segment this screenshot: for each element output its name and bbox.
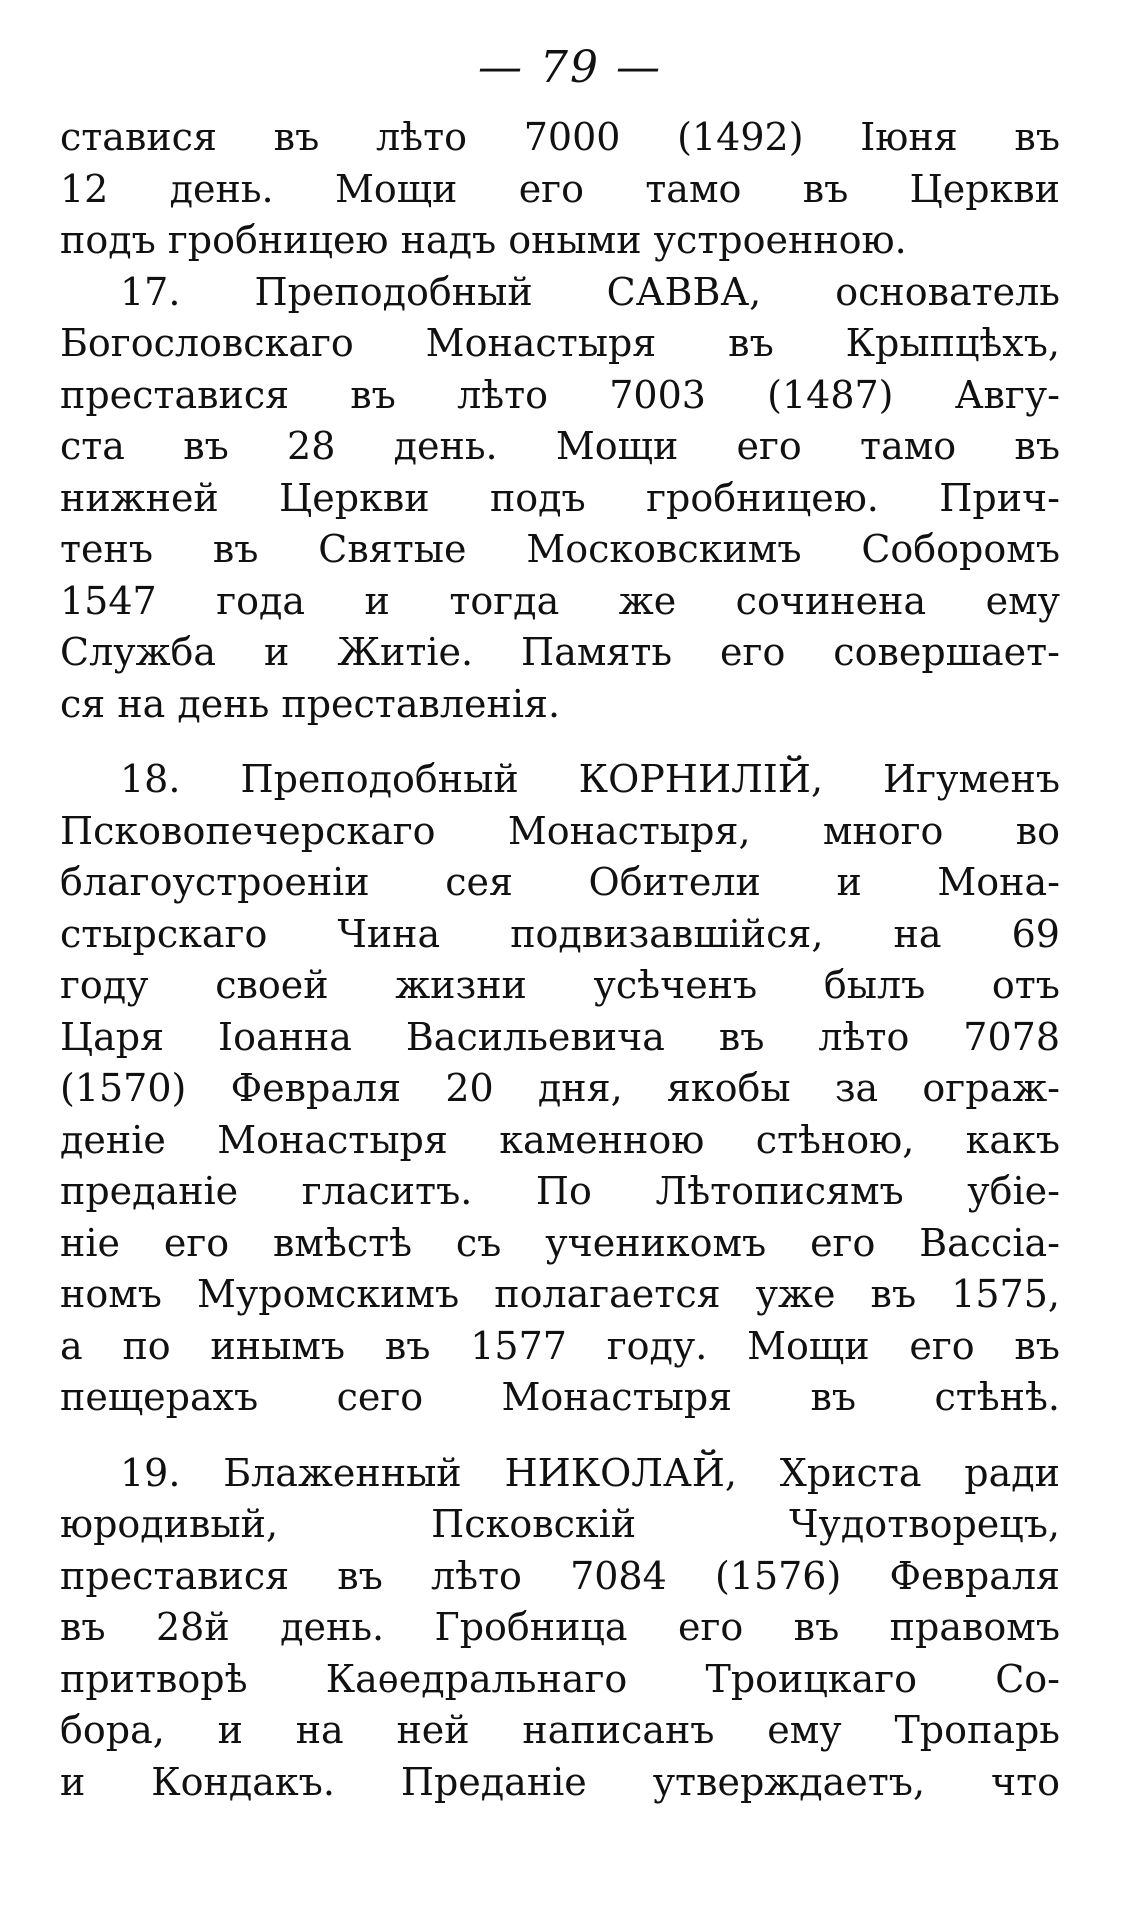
text-line: тенъ въ Святые Московскимъ Соборомъ — [60, 527, 1060, 571]
text-line: Богословскаго Монастыря въ Крыпцѣхъ, — [60, 321, 1060, 365]
text-line: пещерахъ сего Монастыря въ стѣнѣ. — [60, 1375, 1060, 1419]
paragraph-17-savva — [60, 267, 1060, 731]
text-line: преданіе гласитъ. По Лѣтописямъ убіе- — [60, 1169, 1060, 1213]
text-line: нижней Церкви подъ гробницею. Прич- — [60, 475, 1060, 520]
page-body — [60, 112, 1060, 1808]
paragraph-18-korniliy — [60, 754, 1060, 1424]
text-line: деніе Монастыря каменною стѣною, какъ — [60, 1117, 1060, 1162]
text-line: и Кондакъ. Преданіе утверждаетъ, что — [60, 1759, 1060, 1804]
text-line: въ 28й день. Гробница его въ правомъ — [60, 1605, 1060, 1649]
text-line: 18. Преподобный КОРНИЛІЙ, Игуменъ — [120, 757, 1060, 801]
text-line: (1570) Февраля 20 дня, якобы за ограж- — [60, 1066, 1060, 1110]
text-line: благоустроеніи сея Обители и Мона- — [60, 860, 1060, 904]
text-line: 17. Преподобный САВВА, основатель — [120, 269, 1060, 314]
text-line: стырскаго Чина подвизавшійся, на 69 — [60, 911, 1060, 956]
text-line: а по инымъ въ 1577 году. Мощи его въ — [60, 1323, 1060, 1368]
text-line: номъ Муромскимъ полагается уже въ 1575, — [60, 1272, 1060, 1316]
paragraph-19-nikolay — [60, 1448, 1060, 1809]
text-line: преставися въ лѣто 7084 (1576) Февраля — [60, 1553, 1060, 1598]
text-line: Псковопечерскаго Монастыря, много во — [60, 808, 1060, 853]
text-line: преставися въ лѣто 7003 (1487) Авгу- — [60, 372, 1060, 417]
text-line: юродивый, Псковскій Чудотворецъ, — [60, 1502, 1060, 1546]
text-line: ставися въ лѣто 7000 (1492) Іюня въ — [60, 115, 1060, 159]
text-line: 12 день. Мощи его тамо въ Церкви — [60, 166, 1060, 211]
text-line: ста въ 28 день. Мощи его тамо въ — [60, 424, 1060, 468]
text-line: подъ гробницею надъ оными устроенною. — [60, 218, 907, 262]
paragraph-continuation — [60, 112, 1060, 267]
text-line: бора, и на ней написанъ ему Тропарь — [60, 1708, 1060, 1752]
text-line: Царя Іоанна Васильевича въ лѣто 7078 — [60, 1014, 1060, 1059]
text-line: притворѣ Каѳедральнаго Троицкаго Со- — [60, 1656, 1060, 1701]
text-line: Служба и Житіе. Память его совершает- — [60, 630, 1060, 674]
page-number: — 79 — — [478, 42, 662, 93]
text-line: ся на день преставленія. — [60, 681, 561, 726]
text-line: году своей жизни усѣченъ былъ отъ — [60, 963, 1060, 1007]
text-line: 1547 года и тогда же сочинена ему — [60, 578, 1060, 623]
text-line: ніе его вмѣстѣ съ ученикомъ его Вассіа- — [60, 1220, 1060, 1265]
text-line: 19. Блаженный НИКОЛАЙ, Христа ради — [120, 1450, 1060, 1495]
